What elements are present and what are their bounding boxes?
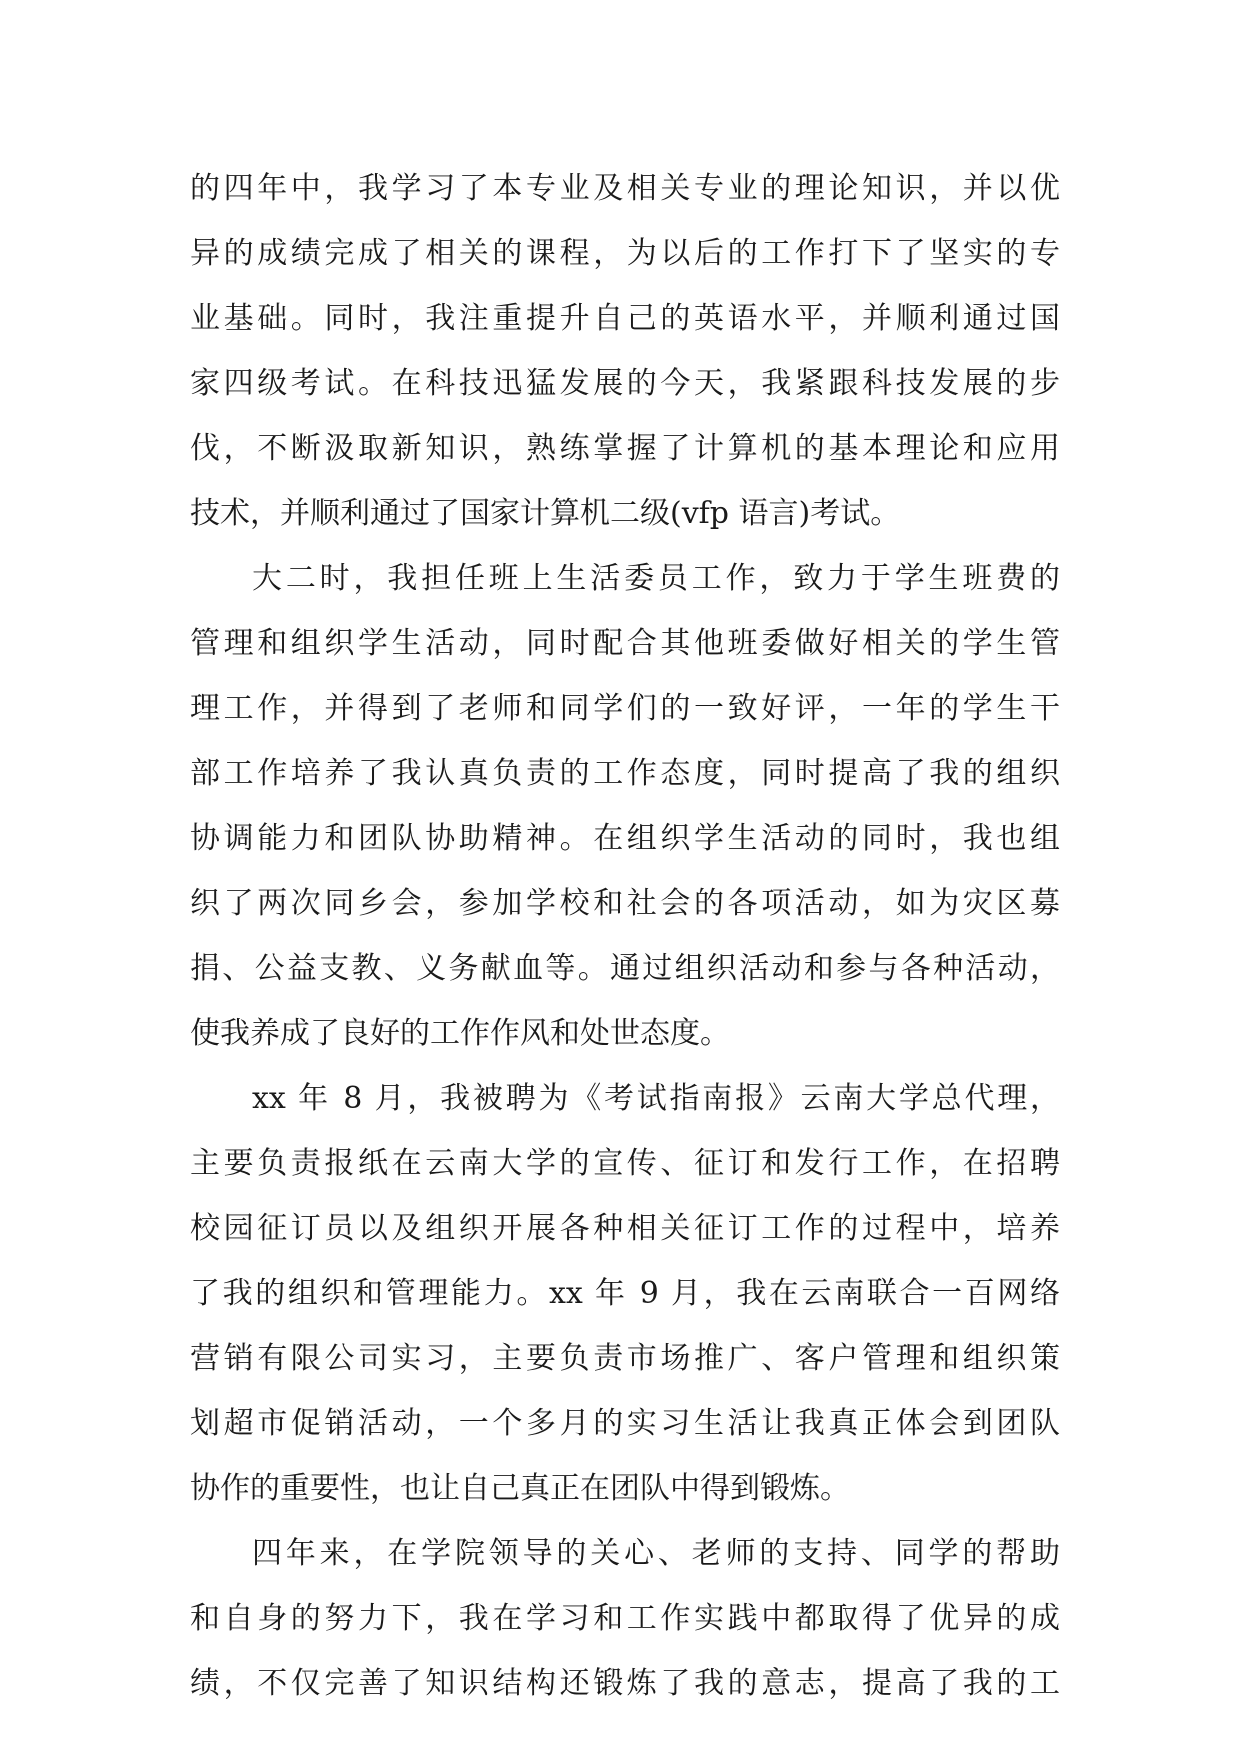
paragraph-3-line-7: 协作的重要性，也让自己真正在团队中得到锻炼。 [190,1471,850,1506]
paragraph-2-line-1: 大二时，我担任班上生活委员工作，致力于学生班费的 [252,561,1060,596]
paragraph-3-line-4: 了我的组织和管理能力。xx 年 9 月，我在云南联合一百网络 [190,1276,1060,1311]
paragraph-2-line-8: 使我养成了良好的工作作风和处世态度。 [190,1016,730,1051]
paragraph-1-line-2: 异的成绩完成了相关的课程，为以后的工作打下了坚实的专 [190,236,1060,271]
paragraph-2-line-7: 捐、公益支教、义务献血等。通过组织活动和参与各种活动， [190,951,1060,986]
paragraph-1-line-3: 业基础。同时，我注重提升自己的英语水平，并顺利通过国 [190,301,1060,336]
paragraph-4-line-1: 四年来，在学院领导的关心、老师的支持、同学的帮助 [252,1536,1060,1571]
paragraph-3-line-5: 营销有限公司实习，主要负责市场推广、客户管理和组织策 [190,1341,1060,1376]
paragraph-1-line-6: 技术，并顺利通过了国家计算机二级(vfp 语言)考试。 [190,496,901,531]
paragraph-3-line-1: xx 年 8 月，我被聘为《考试指南报》云南大学总代理， [252,1081,1060,1116]
paragraph-2-line-6: 织了两次同乡会，参加学校和社会的各项活动，如为灾区募 [190,886,1060,921]
paragraph-2-line-5: 协调能力和团队协助精神。在组织学生活动的同时，我也组 [190,821,1060,856]
paragraph-2-line-2: 管理和组织学生活动，同时配合其他班委做好相关的学生管 [190,626,1060,661]
paragraph-2-line-3: 理工作，并得到了老师和同学们的一致好评，一年的学生干 [190,691,1060,726]
paragraph-3-line-3: 校园征订员以及组织开展各种相关征订工作的过程中，培养 [190,1211,1060,1246]
paragraph-2-line-4: 部工作培养了我认真负责的工作态度，同时提高了我的组织 [190,756,1060,791]
paragraph-1-line-4: 家四级考试。在科技迅猛发展的今天，我紧跟科技发展的步 [190,366,1060,401]
paragraph-3-line-2: 主要负责报纸在云南大学的宣传、征订和发行工作，在招聘 [190,1146,1060,1181]
paragraph-4-line-2: 和自身的努力下，我在学习和工作实践中都取得了优异的成 [190,1601,1060,1636]
body-text [190,156,1060,1716]
paragraph-1-line-5: 伐，不断汲取新知识，熟练掌握了计算机的基本理论和应用 [190,431,1060,466]
paragraph-1-line-1: 的四年中，我学习了本专业及相关专业的理论知识，并以优 [190,171,1060,206]
paragraph-3-line-6: 划超市促销活动，一个多月的实习生活让我真正体会到团队 [190,1406,1060,1441]
paragraph-4-line-3: 绩，不仅完善了知识结构还锻炼了我的意志，提高了我的工 [190,1666,1060,1701]
